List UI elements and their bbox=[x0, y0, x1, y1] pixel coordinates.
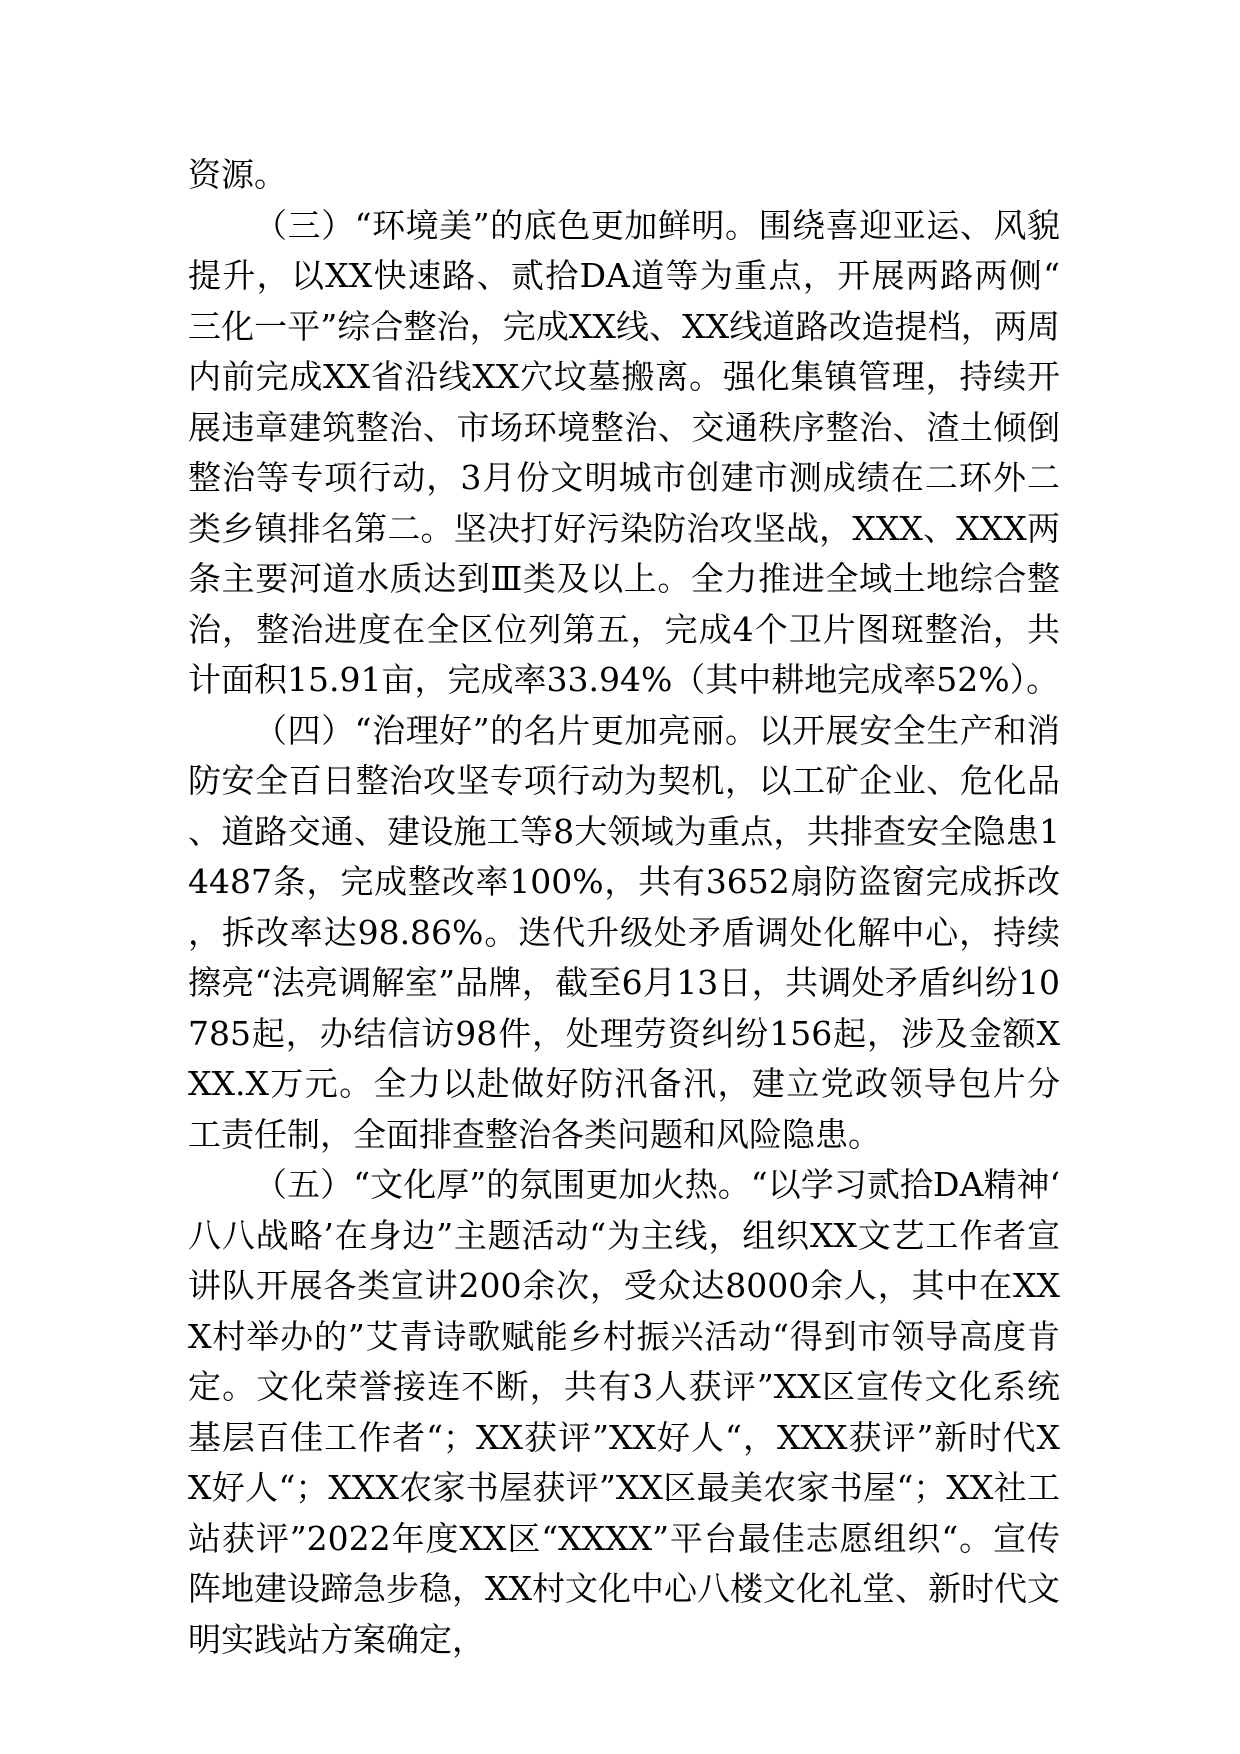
paragraph-continuation: 资源。 bbox=[188, 155, 287, 194]
paragraph-culture: （五）“文化厚”的氛围更加火热。“以学习贰拾DA精神‘八八战略’在身边”主题活动“为主线，组织XX文艺工作者宣讲队开展各类宣讲200余次，受众达8000余人，其中在XXX村举办的”艾青诗歌赋能乡村振兴活动“得到市领导高度肯定。文化荣誉接连不断，共有3人获评”XX区宣传文化系统基层百佳工作者“；XX获评”XX好人“，XXX获评”新时代XX好人“；XXX农家书屋获评”XX区最美农家书屋“；XX社工站获评”2022年度XX区“XXXX”平台最佳志愿组织“。宣传阵地建设蹄急步稳，XX村文化中心八楼文化礼堂、新时代文明实践站方案确定， bbox=[188, 1165, 1060, 1659]
paragraph-governance: （四）“治理好”的名片更加亮丽。以开展安全生产和消防安全百日整治攻坚专项行动为契机，以工矿企业、危化品、道路交通、建设施工等8大领域为重点，共排查安全隐患14487条，完成整改率100%，共有3652扇防盗窗完成拆改，拆改率达98.86%。迭代升级处矛盾调处化解中心，持续擦亮“法亮调解室”品牌，截至6月13日，共调处矛盾纠纷10785起，办结信访98件，处理劳资纠纷156起，涉及金额XXX.X万元。全力以赴做好防汛备汛，建立党政领导包片分工责任制，全面排查整治各类问题和风险隐患。 bbox=[188, 710, 1060, 1154]
paragraph-environment: （三）“环境美”的底色更加鲜明。围绕喜迎亚运、风貌提升，以XX快速路、贰拾DA道等为重点，开展两路两侧“三化一平”综合整治，完成XX线、XX线道路改造提档，两周内前完成XX省沿线XX穴坟墓搬离。强化集镇管理，持续开展违章建筑整治、市场环境整治、交通秩序整治、渣土倾倒整治等专项行动，3月份文明城市创建市测成绩在二环外二类乡镇排名第二。坚决打好污染防治攻坚战，XXX、XXX两条主要河道水质达到Ⅲ类及以上。全力推进全域土地综合整治，整治进度在全区位列第五，完成4个卫片图斑整治，共计面积15.91亩，完成率33.94%（其中耕地完成率52%）。 bbox=[188, 205, 1060, 699]
document-page bbox=[188, 150, 1060, 1665]
